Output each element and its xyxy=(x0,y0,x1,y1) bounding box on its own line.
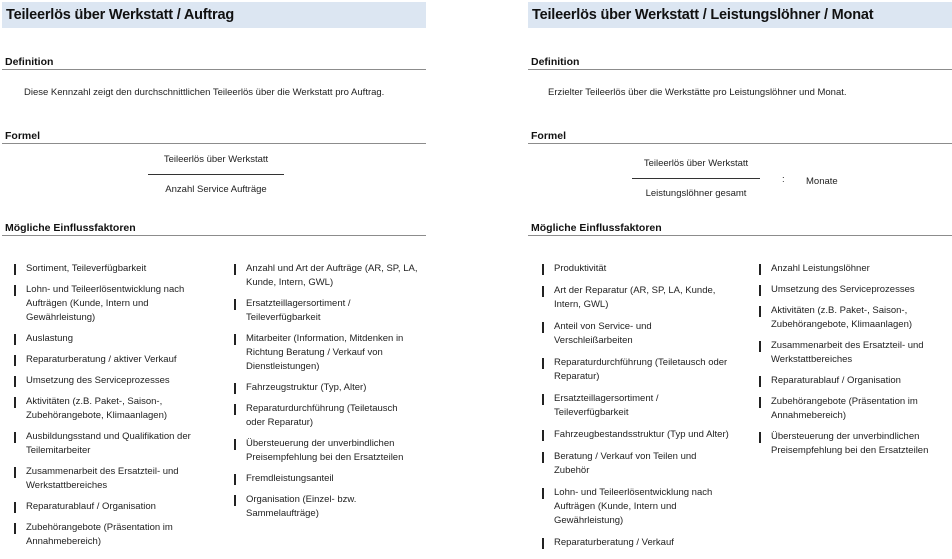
factor-item xyxy=(759,262,949,276)
factor-item xyxy=(542,486,732,528)
factor-item-text: Zusammenarbeit des Ersatzteil- und Werkstattbereiches xyxy=(26,466,179,491)
formula-denominator: Leistungslöhner gesamt xyxy=(645,188,747,199)
bullet-marker xyxy=(542,358,544,369)
formula-heading: Formel xyxy=(528,129,952,144)
factor-item-text: Ersatzteillagersortiment / Teileverfügbarkeit xyxy=(246,298,351,323)
factor-item xyxy=(234,402,418,430)
factor-item xyxy=(759,430,949,458)
formula-numerator: Teileerlös über Werkstatt xyxy=(643,158,749,169)
factor-item-text: Fahrzeugstruktur (Typ, Alter) xyxy=(246,382,367,393)
bullet-marker xyxy=(234,495,236,506)
factor-item xyxy=(234,262,418,290)
factor-item-text: Fremdleistungsanteil xyxy=(246,473,334,484)
factor-item-text: Anteil von Service- und Verschleißarbeiten xyxy=(554,321,652,346)
bullet-marker xyxy=(542,452,544,463)
factor-item xyxy=(542,428,732,442)
factor-item xyxy=(542,356,732,384)
factor-item-text: Übersteuerung der unverbindlichen Preisempfehlung bei den Ersatzteilen xyxy=(771,431,929,456)
factors-list-column-2 xyxy=(234,262,418,528)
factor-item-text: Mitarbeiter (Information, Mitdenken in Richtung Beratung / Verkauf von Dienstleistungen) xyxy=(246,333,404,372)
factor-item xyxy=(14,262,219,276)
formula-numerator: Teileerlös über Werkstatt xyxy=(163,154,269,165)
factor-item-text: Zusammenarbeit des Ersatzteil- und Werkstattbereiches xyxy=(771,340,924,365)
bullet-marker xyxy=(14,376,16,387)
bullet-marker xyxy=(14,502,16,513)
factor-item xyxy=(759,374,949,388)
factor-item-text: Reparaturberatung / Verkauf xyxy=(554,537,674,548)
factor-item xyxy=(14,500,219,514)
kpi-panel-left xyxy=(2,0,426,559)
factor-item xyxy=(759,395,949,423)
factor-item xyxy=(14,395,219,423)
fraction-bar xyxy=(148,174,284,175)
factor-item xyxy=(234,297,418,325)
factor-item xyxy=(14,430,219,458)
factor-item-text: Produktivität xyxy=(554,263,607,274)
factor-item-text: Reparaturablauf / Organisation xyxy=(26,501,156,512)
factor-item-text: Lohn- und Teileerlösentwicklung nach Aufträgen (Kunde, Intern und Gewährleistung) xyxy=(554,487,713,526)
factor-item xyxy=(14,521,219,549)
factor-item-text: Anzahl und Art der Aufträge (AR, SP, LA, Kunde, Intern, GWL) xyxy=(246,263,418,288)
factor-item xyxy=(234,332,418,374)
bullet-marker xyxy=(759,264,761,275)
definition-heading: Definition xyxy=(528,55,952,70)
factors-heading: Mögliche Einflussfaktoren xyxy=(2,221,426,236)
factor-item xyxy=(542,262,732,276)
panel-title: Teileerlös über Werkstatt / Auftrag xyxy=(2,2,426,28)
factor-item xyxy=(542,536,732,550)
factor-item-text: Aktivitäten (z.B. Paket-, Saison-, Zubehörangebote, Klimaanlagen) xyxy=(26,396,168,421)
bullet-marker xyxy=(234,404,236,415)
bullet-marker xyxy=(14,467,16,478)
factor-item-text: Aktivitäten (z.B. Paket-, Saison-, Zubehörangebote, Klimaanlagen) xyxy=(771,305,913,330)
factor-item-text: Ausbildungsstand und Qualifikation der Teilemitarbeiter xyxy=(26,431,191,456)
bullet-marker xyxy=(542,430,544,441)
bullet-marker xyxy=(14,523,16,534)
factor-item-text: Art der Reparatur (AR, SP, LA, Kunde, Intern, GWL) xyxy=(554,285,716,310)
factor-item xyxy=(234,472,418,486)
bullet-marker xyxy=(759,376,761,387)
factor-item-text: Übersteuerung der unverbindlichen Preisempfehlung bei den Ersatzteilen xyxy=(246,438,404,463)
panel-title: Teileerlös über Werkstatt / Leistungslöhner / Monat xyxy=(528,2,952,28)
bullet-marker xyxy=(234,383,236,394)
bullet-marker xyxy=(234,474,236,485)
factor-item-text: Reparaturberatung / aktiver Verkauf xyxy=(26,354,177,365)
fraction-bar xyxy=(632,178,760,179)
factor-item xyxy=(542,320,732,348)
factor-item-text: Reparaturdurchführung (Teiletausch oder Reparatur) xyxy=(246,403,398,428)
factor-item xyxy=(234,437,418,465)
kpi-panel-right xyxy=(528,0,952,559)
factor-item-text: Umsetzung des Serviceprozesses xyxy=(26,375,170,386)
bullet-marker xyxy=(759,306,761,317)
factors-list-column-1 xyxy=(542,262,732,558)
factor-item xyxy=(542,392,732,420)
factor-item xyxy=(542,450,732,478)
factor-item-text: Ersatzteillagersortiment / Teileverfügbarkeit xyxy=(554,393,659,418)
bullet-marker xyxy=(234,299,236,310)
factor-item xyxy=(14,353,219,367)
definition-text: Diese Kennzahl zeigt den durchschnittlichen Teileerlös über die Werkstatt pro Auftrag. xyxy=(24,87,385,98)
bullet-marker xyxy=(234,334,236,345)
factor-item xyxy=(14,374,219,388)
bullet-marker xyxy=(759,285,761,296)
bullet-marker xyxy=(14,432,16,443)
bullet-marker xyxy=(542,286,544,297)
factors-list-column-2 xyxy=(759,262,949,465)
definition-text: Erzielter Teileerlös über die Werkstätte pro Leistungslöhner und Monat. xyxy=(548,87,847,98)
factors-heading: Mögliche Einflussfaktoren xyxy=(528,221,952,236)
bullet-marker xyxy=(14,334,16,345)
factor-item-text: Zubehörangebote (Präsentation im Annahmebereich) xyxy=(26,522,173,547)
bullet-marker xyxy=(759,397,761,408)
factor-item xyxy=(14,283,219,325)
bullet-marker xyxy=(542,394,544,405)
formula-divisor: Monate xyxy=(806,176,838,187)
factor-item-text: Fahrzeugbestandsstruktur (Typ und Alter) xyxy=(554,429,729,440)
bullet-marker xyxy=(542,322,544,333)
formula-operator: : xyxy=(782,174,785,185)
factor-item-text: Sortiment, Teileverfügbarkeit xyxy=(26,263,147,274)
formula-heading: Formel xyxy=(2,129,426,144)
bullet-marker xyxy=(234,264,236,275)
bullet-marker xyxy=(14,397,16,408)
factor-item xyxy=(759,339,949,367)
factors-list-column-1 xyxy=(14,262,219,556)
formula-denominator: Anzahl Service Aufträge xyxy=(165,184,267,195)
bullet-marker xyxy=(234,439,236,450)
factor-item-text: Beratung / Verkauf von Teilen und Zubehör xyxy=(554,451,697,476)
factor-item-text: Reparaturablauf / Organisation xyxy=(771,375,901,386)
bullet-marker xyxy=(14,285,16,296)
factor-item-text: Organisation (Einzel- bzw. Sammelaufträge) xyxy=(246,494,357,519)
factor-item xyxy=(542,284,732,312)
factor-item-text: Lohn- und Teileerlösentwicklung nach Aufträgen (Kunde, Intern und Gewährleistung) xyxy=(26,284,185,323)
factor-item xyxy=(759,304,949,332)
factor-item xyxy=(234,381,418,395)
bullet-marker xyxy=(14,264,16,275)
factor-item-text: Zubehörangebote (Präsentation im Annahmebereich) xyxy=(771,396,918,421)
bullet-marker xyxy=(542,538,544,549)
factor-item-text: Auslastung xyxy=(26,333,74,344)
factor-item-text: Anzahl Leistungslöhner xyxy=(771,263,870,274)
factor-item xyxy=(14,465,219,493)
factor-item xyxy=(759,283,949,297)
bullet-marker xyxy=(542,264,544,275)
bullet-marker xyxy=(542,488,544,499)
definition-heading: Definition xyxy=(2,55,426,70)
factor-item-text: Umsetzung des Serviceprozesses xyxy=(771,284,915,295)
factor-item xyxy=(234,493,418,521)
factor-item-text: Reparaturdurchführung (Teiletausch oder Reparatur) xyxy=(554,357,728,382)
bullet-marker xyxy=(759,432,761,443)
bullet-marker xyxy=(14,355,16,366)
factor-item xyxy=(14,332,219,346)
bullet-marker xyxy=(759,341,761,352)
